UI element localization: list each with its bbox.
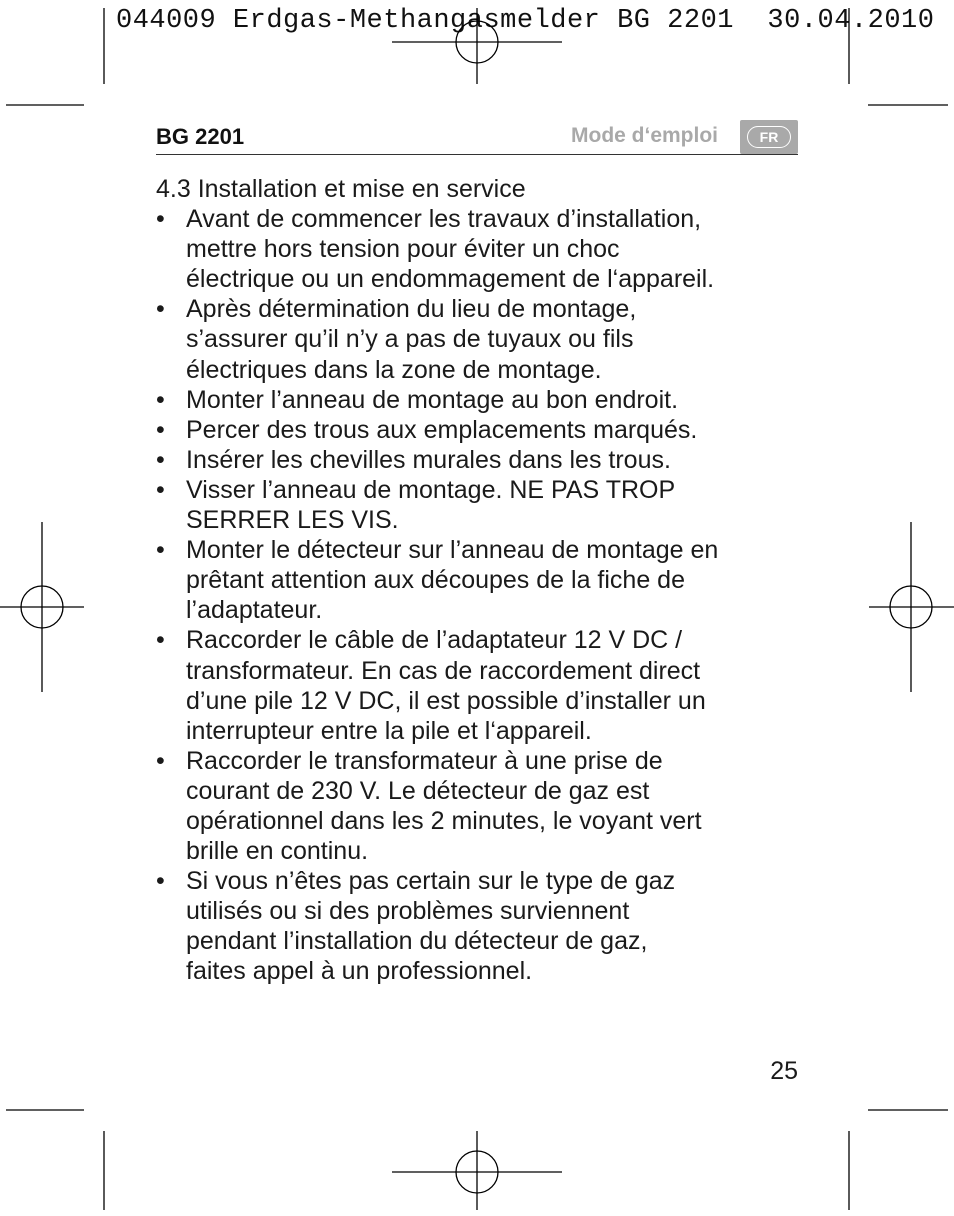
list-item-line: prêtant attention aux découpes de la fiche de bbox=[186, 566, 685, 595]
list-item bbox=[156, 294, 806, 384]
crop-mark-top-left bbox=[6, 8, 104, 105]
section-title: 4.3 Installation et mise en service bbox=[156, 175, 526, 203]
crop-mark-bottom-left bbox=[6, 1110, 104, 1210]
instruction-list bbox=[156, 204, 806, 986]
list-item-line: Monter le détecteur sur l’anneau de montage en bbox=[186, 536, 719, 565]
list-item-line: d’une pile 12 V DC, il est possible d’installer un bbox=[186, 686, 706, 715]
print-slug: 044009 Erdgas-Methangasmelder BG 2201 30.04.2010 bbox=[116, 6, 935, 36]
crop-mark-bottom-right bbox=[849, 1110, 948, 1210]
registration-mark-bottom bbox=[392, 1131, 562, 1210]
bullet-icon: • bbox=[156, 746, 165, 775]
list-item-line: opérationnel dans les 2 minutes, le voyant vert bbox=[186, 806, 702, 835]
list-item-line: Raccorder le câble de l’adaptateur 12 V DC / bbox=[186, 626, 683, 655]
bullet-icon: • bbox=[156, 385, 165, 414]
list-item bbox=[156, 535, 806, 625]
list-item-line: transformateur. En cas de raccordement direct bbox=[186, 656, 701, 685]
list-item-line: Monter l’anneau de montage au bon endroit. bbox=[186, 385, 679, 414]
list-item-line: Visser l’anneau de montage. NE PAS TROP bbox=[186, 475, 676, 504]
list-item-line: brille en continu. bbox=[186, 837, 369, 866]
list-item-line: Percer des trous aux emplacements marqués. bbox=[186, 415, 698, 444]
main-content bbox=[156, 174, 806, 987]
list-item bbox=[156, 625, 806, 745]
list-item-line: Après détermination du lieu de montage, bbox=[186, 295, 637, 324]
manual-label: Mode d‘emploi bbox=[571, 124, 718, 147]
list-item-line: s’assurer qu’il n’y a pas de tuyaux ou fils bbox=[186, 325, 634, 354]
list-item bbox=[156, 415, 806, 445]
bullet-icon: • bbox=[156, 475, 165, 504]
list-item bbox=[156, 866, 806, 986]
list-item-line: Avant de commencer les travaux d’installation, bbox=[186, 205, 702, 234]
page-number: 25 bbox=[770, 1057, 798, 1085]
list-item-line: l’adaptateur. bbox=[186, 596, 323, 625]
bullet-icon: • bbox=[156, 626, 165, 655]
list-item-line: SERRER LES VIS. bbox=[186, 506, 399, 535]
registration-mark-left bbox=[0, 522, 84, 692]
list-item-line: Si vous n’êtes pas certain sur le type de gaz bbox=[186, 867, 676, 896]
list-item-line: électriques dans la zone de montage. bbox=[186, 355, 602, 384]
list-item-line: Insérer les chevilles murales dans les trous. bbox=[186, 445, 671, 474]
language-badge bbox=[740, 120, 798, 154]
list-item-line: Raccorder le transformateur à une prise de bbox=[186, 746, 663, 775]
page-header bbox=[156, 120, 798, 155]
list-item bbox=[156, 204, 806, 294]
language-code: FR bbox=[747, 126, 791, 148]
list-item bbox=[156, 746, 806, 866]
bullet-icon: • bbox=[156, 415, 165, 444]
list-item-line: interrupteur entre la pile et l‘appareil. bbox=[186, 716, 592, 745]
list-item-line: courant de 230 V. Le détecteur de gaz est bbox=[186, 776, 650, 805]
list-item bbox=[156, 385, 806, 415]
list-item bbox=[156, 445, 806, 475]
registration-mark-right bbox=[869, 522, 954, 692]
list-item-line: mettre hors tension pour éviter un choc bbox=[186, 235, 620, 264]
bullet-icon: • bbox=[156, 445, 165, 474]
list-item-line: électrique ou un endommagement de l‘appareil. bbox=[186, 265, 715, 294]
list-item-line: faites appel à un professionnel. bbox=[186, 957, 533, 986]
bullet-icon: • bbox=[156, 205, 165, 234]
bullet-icon: • bbox=[156, 536, 165, 565]
bullet-icon: • bbox=[156, 295, 165, 324]
bullet-icon: • bbox=[156, 867, 165, 896]
list-item-line: pendant l’installation du détecteur de gaz, bbox=[186, 927, 648, 956]
list-item bbox=[156, 475, 806, 535]
model-name: BG 2201 bbox=[156, 124, 245, 149]
list-item-line: utilisés ou si des problèmes surviennent bbox=[186, 897, 630, 926]
